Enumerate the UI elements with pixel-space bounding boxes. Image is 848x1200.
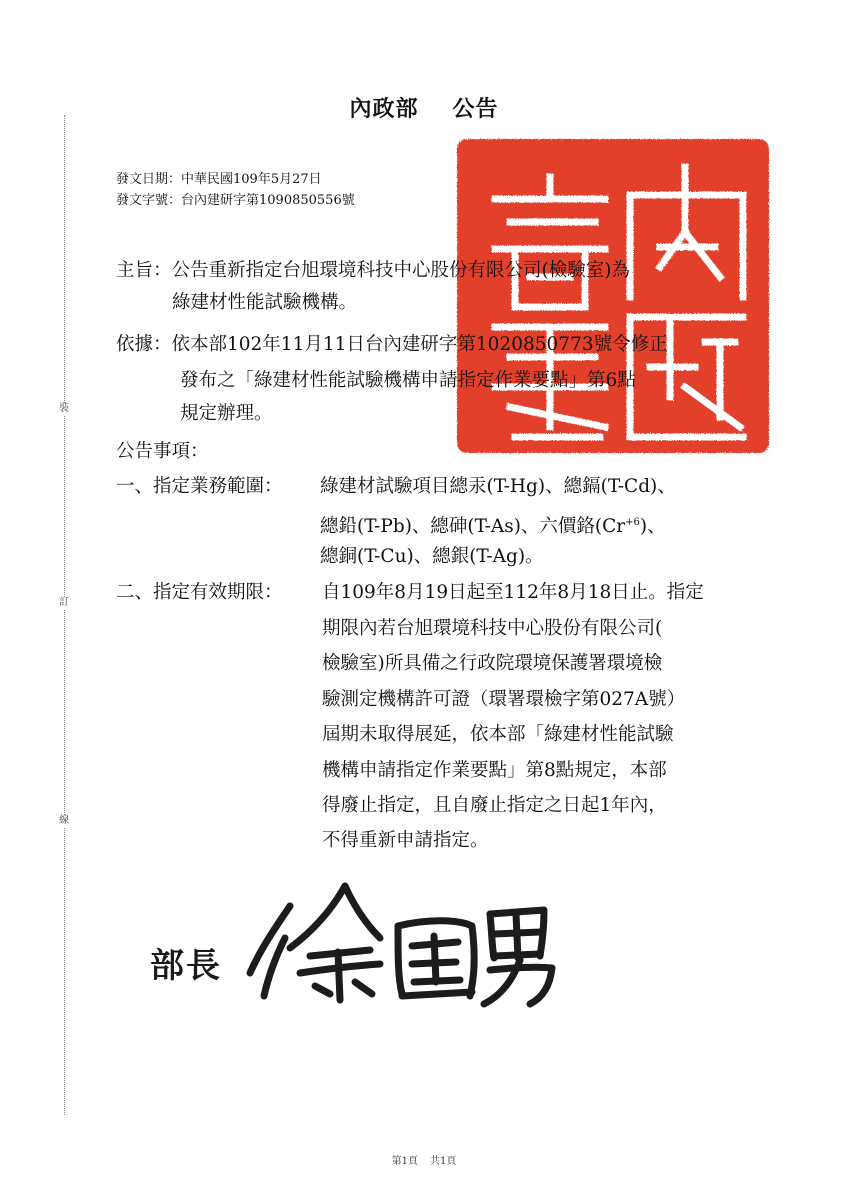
issue-date: 發文日期：中華民國109年5月27日 [116, 172, 322, 187]
item1-line-3: 總銅(T-Cu)、總銀(T-Ag)。 [320, 546, 544, 567]
item2-line: 不得重新申請指定。 [322, 830, 489, 851]
item2-label: 二、指定有效期限： [116, 582, 283, 603]
item1-line-2-end: )、 [639, 516, 666, 538]
subject-line-1: 主旨：公告重新指定台旭環境科技中心股份有限公司(檢驗室)為 [116, 260, 630, 281]
item1-line-1: 綠建材試驗項目總汞(T-Hg)、總鎘(T-Cd)、 [320, 476, 676, 497]
item1-line-2 [320, 511, 666, 539]
item2-line: 機構申請指定作業要點」第8點規定，本部 [322, 760, 667, 781]
item2-line: 期限內若台旭環境科技中心股份有限公司( [322, 618, 663, 639]
binding-mark-ding: 訂 [59, 597, 69, 608]
page-total: 共1頁 [430, 1156, 457, 1167]
item2-line: 驗測定機構許可證（環署環檢字第027A號） [322, 689, 686, 710]
ministry-name: 內政部 [349, 96, 419, 122]
page-footer [0, 1152, 848, 1167]
page-number: 第1頁 [391, 1156, 418, 1167]
document-title [0, 92, 848, 123]
item2-line: 自109年8月19日起至112年8月18日止。指定 [322, 582, 704, 603]
item2-line: 檢驗室)所具備之行政院環境保護署環境檢 [322, 653, 663, 674]
binding-line [64, 115, 65, 1115]
item2-line: 得廢止指定，且自廢止指定之日起1年內， [322, 795, 667, 816]
item1-line-2-main: 總鉛(T-Pb)、總砷(T-As)、六價鉻(Cr [320, 516, 626, 538]
binding-mark-xian: 線 [59, 815, 69, 826]
announcement-heading: 公告事項： [116, 441, 209, 462]
basis-line-1: 依據：依本部102年11月11日台內建研字第1020850773號令修正 [116, 334, 668, 355]
item1-label: 一、指定業務範圍： [116, 476, 283, 497]
signatory-title: 部長 [150, 946, 222, 986]
official-seal-image [455, 137, 771, 455]
chromium-charge-superscript: +6 [625, 517, 640, 528]
subject-line-2: 綠建材性能試驗機構。 [172, 292, 358, 313]
handwritten-signature-image [140, 878, 560, 1008]
basis-line-2: 發布之「綠建材性能試驗機構申請指定作業要點」第6點 [180, 370, 636, 391]
item2-line: 屆期未取得展延，依本部「綠建材性能試驗 [322, 724, 674, 745]
basis-line-3: 規定辦理。 [180, 403, 273, 424]
document-type: 公告 [452, 96, 499, 122]
binding-mark-zhuang: 裝 [59, 403, 69, 414]
document-number: 發文字號：台內建研字第1090850556號 [116, 193, 355, 208]
